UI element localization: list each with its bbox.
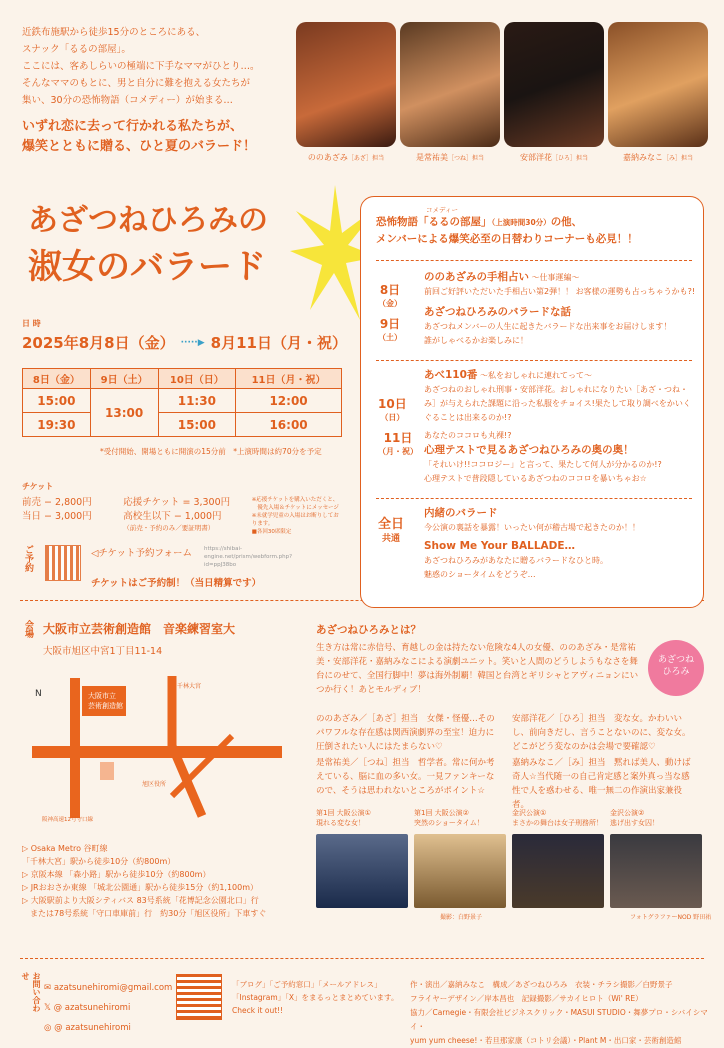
divider xyxy=(376,498,692,499)
map-station-label: 千林大宮 xyxy=(177,683,202,690)
map-road-label: 阪神高速12号守口線 xyxy=(42,817,93,823)
intro-line: そんなママのもとに、男と自分に難を抱える女たちが xyxy=(22,78,251,89)
event-title: 心理テストで見るあざつねひろみの奥の奥！ xyxy=(424,444,634,456)
event-desc: あざつねメンバーの人生に起きたバラードな出来事をお届けします！ xyxy=(424,322,672,331)
venue-label: 会場 xyxy=(23,620,33,638)
cast-photo-hiro xyxy=(504,22,604,147)
divider xyxy=(20,958,704,959)
photo-caption: 第1回 大阪公演① 現れる変な女！ xyxy=(316,809,371,827)
schedule-note: *受付開始、開場ともに開演の15分前 *上演時間は約70分を予定 xyxy=(100,447,322,456)
mail-icon: ✉ xyxy=(44,983,52,993)
instagram-icon: ◎ xyxy=(44,1023,52,1033)
event-desc: 今公演の裏話を暴露！いったい何が稽古場で起きたのか！！ xyxy=(424,523,640,532)
cast-photo-azami xyxy=(296,22,396,147)
event-subtitle: 〜仕事運編〜 xyxy=(531,273,580,282)
contact-email[interactable]: azatsunehiromi@gmail.com xyxy=(53,983,173,993)
event-pre: あなたのココロも丸裸!? xyxy=(424,431,512,440)
stage-photo xyxy=(316,834,408,908)
access-map xyxy=(22,676,292,826)
date-start: 2025年8月8日（金） xyxy=(22,334,175,352)
day-label: 9日 （土） xyxy=(378,317,402,342)
credit-line: 協力／Carnegie・有限会社ビジネスクリック・MASUI STUDIO・舞夢プロ・シバイシマイ・ xyxy=(410,1008,708,1031)
schedule-cell: 12:00 xyxy=(236,389,342,413)
cast-caption: 嘉納みなこ［み］担当 xyxy=(622,153,693,162)
schedule-cell: 19:30 xyxy=(23,413,91,437)
event-desc: 誰がしゃべるかお楽しみに！ xyxy=(424,336,528,345)
events-heading-suffix: の他、 xyxy=(550,216,583,228)
stage-photo xyxy=(512,834,604,908)
title-line-1: あざつねひろみの xyxy=(28,203,268,238)
event-title: ののあざみの手相占い xyxy=(424,271,529,283)
cast-caption: ののあざみ［あざ］担当 xyxy=(307,153,385,162)
schedule-cell: 11:30 xyxy=(158,389,236,413)
photo-caption: 金沢公演① まさかの舞台は女子刑務所！ xyxy=(512,809,603,827)
about-text: 生き方は常に赤信号、育越しの金は持たない危険な4人の女優、ののあざみ・是常祐美・安部洋花・嘉納みなこによる演劇ユニット。笑いと人間のどうしようもなさを舞台にのせて、全国行脚中！夢は海外制覇！韓国と台湾とギリシャとアヴィニョンにいつか行く！あとモルディブ！ xyxy=(316,643,639,695)
event-title: Show Me Your BALLADE… xyxy=(424,540,576,552)
ticket-note: 優先入場＆チケットにメッセージ xyxy=(251,505,339,511)
intro-text xyxy=(22,24,292,157)
divider xyxy=(376,360,692,361)
event-desc: 「それいけ!!ココロジー」と言って、果たして何人が分かるのか!? xyxy=(424,460,662,469)
arrow-icon: ·····▶ xyxy=(180,337,205,348)
intro-line: 集い、30分の恐怖物語（コメディー）が始まる… xyxy=(22,95,233,106)
ticket-door: 当日 − 3,000円 xyxy=(22,511,92,522)
ticket-section xyxy=(22,480,342,536)
ticket-support: 応援チケット = 3,300円 xyxy=(123,497,231,508)
access-line: ▷ JRおおさか東線 「城北公園通」駅から徒歩15分（約1,100m） xyxy=(22,883,259,892)
day-label: 8日 （金） xyxy=(378,283,402,308)
ticket-advance: 前売 − 2,800円 xyxy=(22,497,92,508)
reservation-form-link[interactable]: ◁チケット予約フォーム xyxy=(91,548,192,559)
about-section xyxy=(316,622,704,697)
venue-name: 大阪市立芸術創造館 xyxy=(43,622,152,636)
schedule-header: 10日（日） xyxy=(158,369,236,389)
reservation-url[interactable]: https://shibai-engine.net/prism/webform.php?id=ppJ38bo xyxy=(203,546,293,568)
date-end: 8月11日（月・祝） xyxy=(210,334,347,352)
event-block xyxy=(424,506,696,582)
about-title: あざつねひろみとは？ xyxy=(316,624,421,636)
photo-caption: 第1回 大阪公演② 突然のショータイム！ xyxy=(414,809,484,827)
schedule-header: 9日（土） xyxy=(90,369,158,389)
member-desc: 嘉納みなこ／［み］担当 黙れば美人、動けば奇人☆当代随一の自己肯定感と案外真っ当な感性で人を惑わせる、唯一無二の作演出家兼役者。 xyxy=(512,758,691,810)
ticket-note: ■各回30席限定 xyxy=(251,529,292,535)
x-icon: 𝕏 xyxy=(44,1003,51,1013)
credit-line: フライヤーデザイン／岸本昌也 記録撮影／サカイヒロト（Wi' RE） xyxy=(410,994,643,1003)
date-label: 日 時 xyxy=(22,319,41,328)
ticket-label: チケット xyxy=(22,482,54,491)
schedule-cell: 15:00 xyxy=(158,413,236,437)
ticket-note: ※応援チケットを購入いただくと、 xyxy=(251,497,339,503)
credit-line: yum yum cheese!・若旦那家康（コトリ会議）・Plant M・出口家・芸術創造館 xyxy=(410,1036,682,1045)
events-heading-runtime: （上演時間30分） xyxy=(491,218,551,227)
ticket-note: ※未就学児童の入場はお断りしております。 xyxy=(251,513,339,527)
venue-section xyxy=(22,620,312,657)
page-title xyxy=(28,198,268,290)
credits xyxy=(410,978,710,1048)
contact-instagram[interactable]: @ azatsunehiromi xyxy=(54,1023,131,1033)
stage-photo xyxy=(414,834,506,908)
photo-caption: 金沢公演② 逃げ出す女囚！ xyxy=(610,809,659,827)
tagline-1: いずれ恋に去って行かれる私たちが、 xyxy=(22,119,244,134)
svg-text:N: N xyxy=(35,689,42,699)
reserve-label: ご予約 xyxy=(23,545,33,572)
schedule-cell: 15:00 xyxy=(23,389,91,413)
date-range xyxy=(22,332,347,353)
title-line-2: 淑女のバラード xyxy=(28,247,266,287)
stage-photo xyxy=(610,834,702,908)
access-line: 「千林大宮」駅から徒歩10分（約800m） xyxy=(22,857,176,866)
credit-line: 作・演出／嘉納みなこ 構成／あざつねひろみ 衣装・チラシ撮影／白野景子 xyxy=(410,980,673,989)
venue-address: 大阪市旭区中宮1丁目11-14 xyxy=(43,646,163,657)
reservation-note: チケットはご予約制！（当日精算です） xyxy=(91,578,262,589)
member-desc: ののあざみ／［あざ］担当 女傑・怪優…そのパワフルな存在感は関西演劇界の至宝！迫力に圧倒されたい人にはたまらない♡ xyxy=(316,714,495,752)
event-desc: あざつねのおしゃれ刑事・安部洋花。おしゃれになりたい［あざ・つね・み］が与えられた課題に沿った私服をチョイス!果たして取り調べをかいくぐることは出来るのか!? xyxy=(424,385,691,422)
access-line: または78号系統「守口車庫前」行 約30分「旭区役所」下車すぐ xyxy=(22,909,267,918)
cast-photo-mi xyxy=(608,22,708,147)
events-heading-2: メンバーによる爆笑必至の日替わりコーナーも必見！！ xyxy=(376,233,638,245)
day-label-all: 全日 共通 xyxy=(378,517,405,544)
qr-note: 「ブログ」「ご予約窓口」「メールアドレス」「Instagram」「X」をまるっとまとめています。Check it out!! xyxy=(232,980,399,1015)
tagline-2: 爆笑とともに贈る、ひと夏のバラード！ xyxy=(22,139,257,154)
event-title: あざつねひろみのバラードな話 xyxy=(424,306,571,318)
photo-credit: 撮影：白野景子 xyxy=(440,914,483,921)
access-line: ▷ 大阪駅前より大阪シティバス 83号系統「花博記念公園北口」行 xyxy=(22,896,259,905)
member-desc: 安部洋花／［ひろ］担当 変な女。かわいいし、前向きだし、言うことないのに、変な女。どこがどう変なのかは会場で要確認♡ xyxy=(512,714,691,752)
photo-credit: フォトグラファーNOD 野田祐 xyxy=(630,914,712,921)
intro-line: 近鉄布施駅から徒歩15分のところにある、 xyxy=(22,27,206,38)
event-desc: 前回ご好評いただいた手相占い第2弾！！ お客様の運勢も占っちゃうかも?! xyxy=(424,287,696,296)
event-desc: 魅惑のショータイムをどうぞ… xyxy=(424,570,536,579)
map-building-label: 芸術創造館 xyxy=(88,702,123,710)
event-desc: あざつねひろみがあなたに贈るバラードなひと時。 xyxy=(424,556,608,565)
day-label: 11日 （月・祝） xyxy=(378,431,418,456)
access-info xyxy=(22,842,312,920)
contact-info xyxy=(44,978,172,1038)
schedule-header: 8日（金） xyxy=(23,369,91,389)
reservation-qr-code[interactable] xyxy=(45,545,81,581)
divider xyxy=(376,260,692,261)
events-heading xyxy=(376,206,696,247)
access-line: ▷ Osaka Metro 谷町線 xyxy=(22,844,108,853)
event-block xyxy=(424,368,696,486)
contact-label: お問い合わせ xyxy=(21,972,41,1012)
intro-line: スナック「るるの部屋」。 xyxy=(22,44,131,55)
map-place-label: 旭区役所 xyxy=(142,781,167,788)
member-desc: 是常祐美／［つね］担当 哲学者。常に何か考えている、脳に血の多い女。一見ファンキーなので、そうは思われないところがポイント☆ xyxy=(316,758,495,796)
event-subtitle: 〜私をおしゃれに連れてって〜 xyxy=(479,371,592,380)
cast-caption: 安部洋花［ひろ］担当 xyxy=(519,153,588,162)
events-heading-1: 恐怖物語「るるの部屋」 xyxy=(376,216,492,228)
ruby-text: コメディー xyxy=(426,206,458,214)
map-building-label: 大阪市立 xyxy=(88,692,116,700)
day-label: 10日 （日） xyxy=(378,397,407,422)
event-title: あべ110番 xyxy=(424,369,478,381)
unit-logo: あざつね ひろみ xyxy=(648,640,704,696)
intro-line: ここには、客あしらいの極端に下手なママがひとり…。 xyxy=(22,61,260,72)
schedule-cell: 13:00 xyxy=(90,389,158,437)
ticket-student-note: （前売・予約のみ／要証明書） xyxy=(123,524,215,532)
links-qr-code[interactable] xyxy=(176,974,222,1020)
event-block xyxy=(424,270,696,348)
venue-room: 音楽練習室大 xyxy=(163,622,236,636)
event-title: 内緒のバラード xyxy=(424,507,498,519)
reserve-section xyxy=(22,545,352,589)
cast-caption: 是常祐美［つね］担当 xyxy=(415,153,484,162)
schedule-header: 11日（月・祝） xyxy=(236,369,342,389)
access-line: ▷ 京阪本線 「森小路」駅から徒歩10分（約800m） xyxy=(22,870,211,879)
schedule-cell: 16:00 xyxy=(236,413,342,437)
schedule-table xyxy=(22,368,342,437)
cast-photo-tsune xyxy=(400,22,500,147)
contact-x[interactable]: @ azatsunehiromi xyxy=(53,1003,131,1013)
event-desc: 心理テストで普段隠しているあざつねのココロを暴いちゃお☆ xyxy=(424,474,647,483)
ticket-student: 高校生以下 − 1,000円 xyxy=(123,511,222,522)
